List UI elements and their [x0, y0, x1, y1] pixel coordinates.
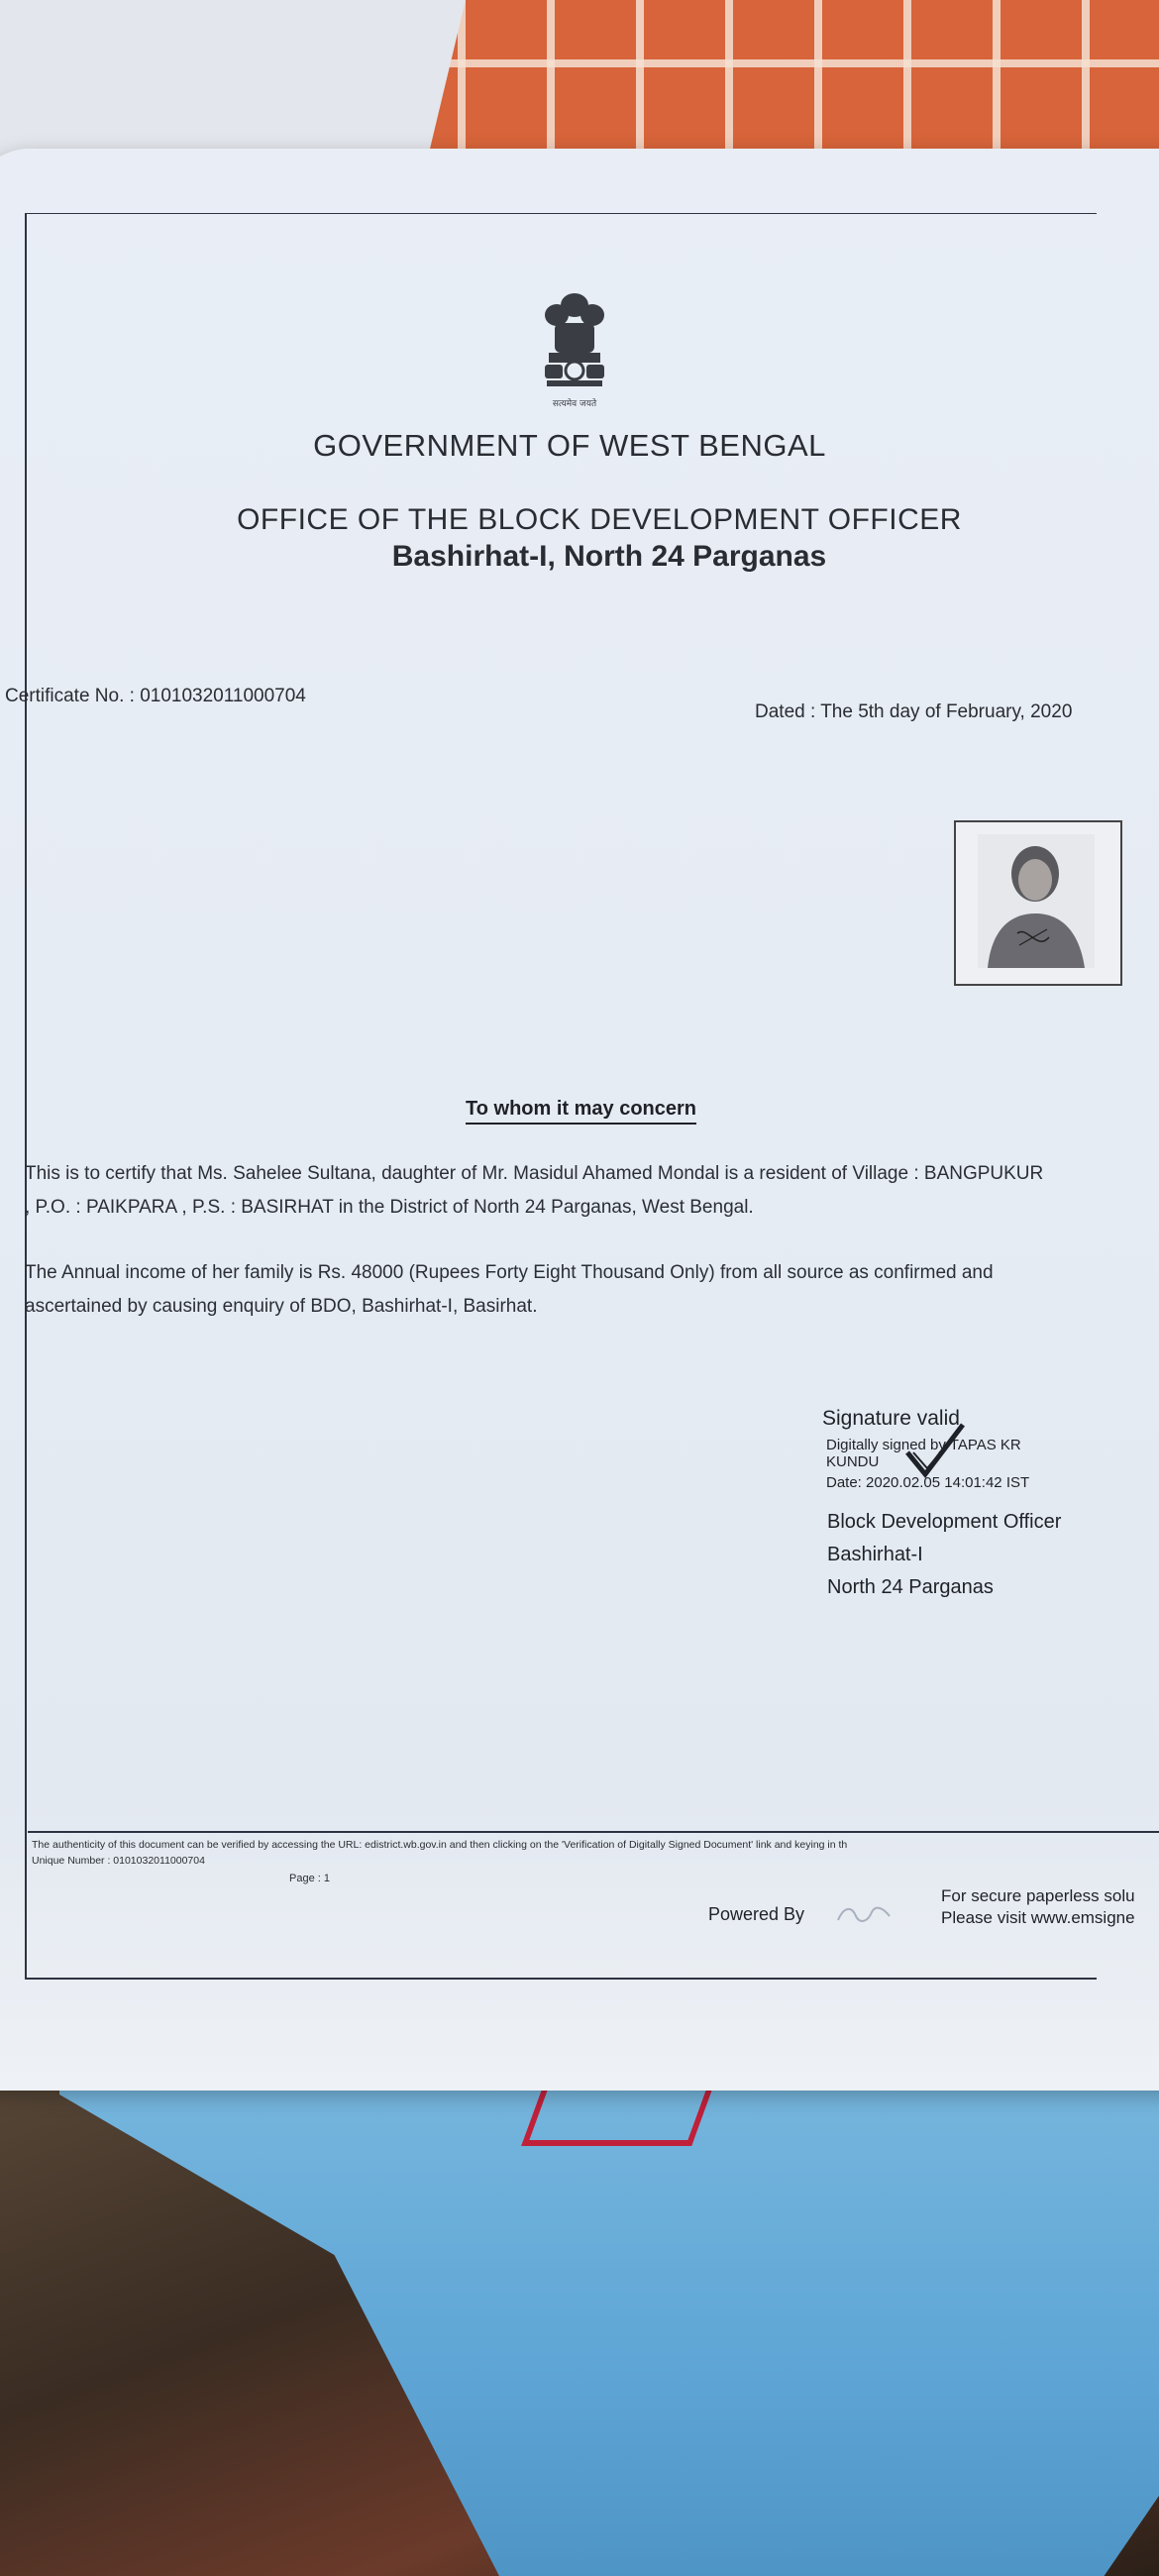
footer-unique-number: Unique Number : 0101032011000704 — [32, 1855, 205, 1867]
secure-solution-line2: Please visit www.emsigne — [941, 1908, 1135, 1927]
check-icon — [901, 1419, 971, 1488]
signature-valid-label: Signature valid — [822, 1407, 960, 1430]
paragraph-residence-line2: , P.O. : PAIKPARA , P.S. : BASIRHAT in the District of North 24 Parganas, West Bengal. — [25, 1197, 754, 1218]
photo-portrait — [978, 834, 1095, 968]
heading-to-whom: To whom it may concern — [466, 1098, 696, 1125]
powered-by-label: Powered By — [708, 1904, 805, 1924]
digital-signer-line-2: KUNDU — [826, 1453, 880, 1470]
government-title: GOVERNMENT OF WEST BENGAL — [313, 428, 826, 463]
digital-signer-line: Digitally signed by TAPAS KR — [826, 1437, 1021, 1453]
portrait-icon — [978, 834, 1095, 968]
paragraph-income — [25, 1256, 1159, 1324]
office-title: OFFICE OF THE BLOCK DEVELOPMENT OFFICER — [237, 503, 962, 536]
applicant-photo — [954, 820, 1122, 986]
certificate-number: Certificate No. : 0101032011000704 — [5, 686, 306, 706]
emblem-caption: सत्यमेव जयते — [552, 399, 597, 409]
officer-title: Block Development Officer — [827, 1511, 1062, 1533]
office-location: Bashirhat-I, North 24 Parganas — [391, 540, 827, 573]
page-border — [25, 213, 1097, 1980]
paragraph-residence — [25, 1157, 1159, 1225]
paragraph-income-line2: ascertained by causing enquiry of BDO, Bashirhat-I, Basirhat. — [25, 1296, 538, 1317]
paragraph-residence-line1: This is to certify that Ms. Sahelee Sultana, daughter of Mr. Masidul Ahamed Mondal is a resident of Village : BANGPUKUR — [25, 1163, 1044, 1184]
secure-solution-line1: For secure paperless solu — [941, 1886, 1135, 1905]
footer-page-number: Page : 1 — [289, 1873, 330, 1884]
certificate-date: Dated : The 5th day of February, 2020 — [755, 701, 1073, 722]
digital-sign-date: Date: 2020.02.05 14:01:42 IST — [826, 1474, 1030, 1491]
officer-district: North 24 Parganas — [827, 1576, 994, 1598]
paragraph-income-line1: The Annual income of her family is Rs. 48000 (Rupees Forty Eight Thousand Only) from all source as confirmed and — [25, 1262, 994, 1283]
emsigner-logo-icon — [834, 1900, 903, 1928]
state-emblem-icon — [535, 287, 614, 421]
footer-divider — [28, 1831, 1159, 1833]
officer-block: Bashirhat-I — [827, 1544, 923, 1565]
footer-verification-note: The authenticity of this document can be verified by accessing the URL: edistrict.wb.gov.in and then clicking on the 'Verification of Digitally Signed Document' link and keying in th — [32, 1839, 848, 1851]
